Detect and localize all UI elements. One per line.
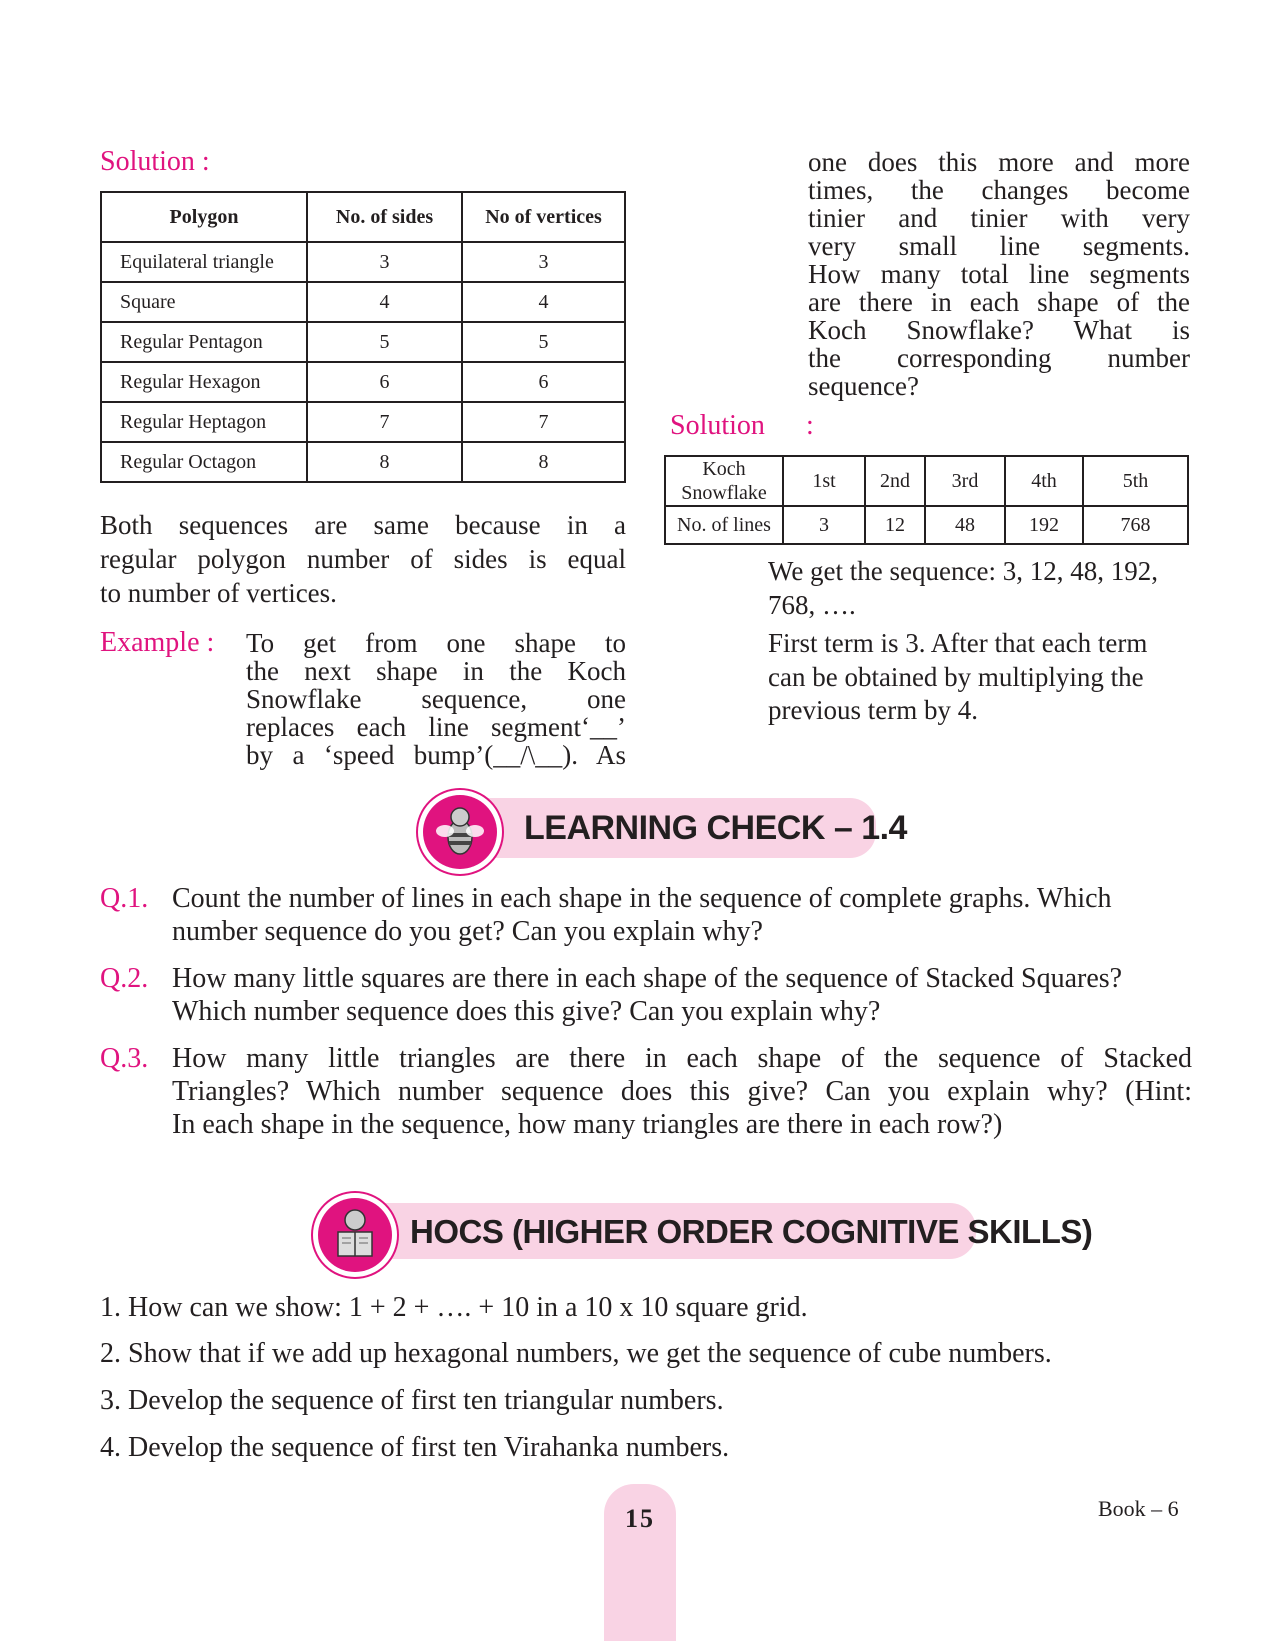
hocs-title: HOCS (HIGHER ORDER COGNITIVE SKILLS) <box>410 1213 1093 1250</box>
table-row <box>101 282 625 322</box>
vertices-value: 7 <box>462 402 625 442</box>
hocs-item: 4. Develop the sequence of first ten Virahanka numbers. <box>100 1432 730 1463</box>
continuation-line: the corresponding number <box>808 343 1190 373</box>
koch-value: 3 <box>783 506 865 544</box>
hocs-item: 3. Develop the sequence of first ten triangular numbers. <box>100 1385 724 1416</box>
sides-value: 5 <box>307 322 462 362</box>
vertices-value: 5 <box>462 322 625 362</box>
vertices-value: 3 <box>462 242 625 282</box>
vertices-value: 6 <box>462 362 625 402</box>
polygon-name: Regular Heptagon <box>101 402 307 442</box>
example-line: Snowflake sequence, one <box>246 684 626 714</box>
table-row <box>101 402 625 442</box>
header-vertices: No of vertices <box>462 192 625 242</box>
question-line: Count the number of lines in each shape in the sequence of complete graphs. Which <box>172 883 1112 914</box>
continuation-line: sequence? <box>808 371 919 401</box>
koch-header-label: Koch Snowflake <box>665 456 783 506</box>
question-line: How many little triangles are there in each shape of the sequence of Stacked <box>172 1043 1192 1074</box>
koch-header-row <box>665 456 1188 506</box>
question-line: In each shape in the sequence, how many triangles are there in each row?) <box>172 1109 1003 1140</box>
koch-question-continued <box>808 148 1190 400</box>
left-solution-label: Solution : <box>100 146 210 177</box>
question-line: number sequence do you get? Can you explain why? <box>172 916 763 947</box>
question-text <box>172 1042 1192 1141</box>
sides-value: 3 <box>307 242 462 282</box>
question-line: Triangles? Which number sequence does this give? Can you explain why? (Hint: <box>172 1076 1192 1107</box>
rule-text: First term is 3. After that each term can be obtained by multiplying the previous term by 4. <box>768 628 1148 725</box>
question-number: Q.1. <box>100 883 149 914</box>
hocs-item: 2. Show that if we add up hexagonal numbers, we get the sequence of cube numbers. <box>100 1338 1052 1369</box>
conclusion-line: Both sequences are same because in a <box>100 510 626 540</box>
koch-value: 768 <box>1083 506 1188 544</box>
learning-check-banner <box>470 798 907 858</box>
polygon-name: Regular Hexagon <box>101 362 307 402</box>
koch-table <box>664 455 1189 545</box>
continuation-line: tinier and tinier with very <box>808 203 1190 233</box>
question-number: Q.3. <box>100 1043 149 1074</box>
koch-value: 12 <box>865 506 925 544</box>
right-solution-label: Solution <box>670 410 765 441</box>
sides-value: 8 <box>307 442 462 482</box>
example-line: To get from one shape to <box>246 628 626 658</box>
hocs-banner <box>364 1203 1093 1259</box>
page-number: 15 <box>625 1504 655 1533</box>
conclusion-line: regular polygon number of sides is equal <box>100 544 626 574</box>
sides-value: 7 <box>307 402 462 442</box>
vertices-value: 4 <box>462 282 625 322</box>
conclusion-paragraph <box>100 508 626 610</box>
example-line: the next shape in the Koch <box>246 656 626 686</box>
conclusion-line: to number of vertices. <box>100 578 337 608</box>
koch-value: 192 <box>1005 506 1083 544</box>
question-number: Q.2. <box>100 963 149 994</box>
koch-column: 5th <box>1083 456 1188 506</box>
table-row <box>101 242 625 282</box>
continuation-line: very small line segments. <box>808 231 1190 261</box>
continuation-line: times, the changes become <box>808 175 1190 205</box>
bee-icon <box>418 790 502 874</box>
koch-values-row <box>665 506 1188 544</box>
continuation-line: are there in each shape of the <box>808 287 1190 317</box>
koch-column: 3rd <box>925 456 1005 506</box>
continuation-line: Koch Snowflake? What is <box>808 315 1190 345</box>
polygon-name: Regular Octagon <box>101 442 307 482</box>
continuation-line: one does this more and more <box>808 147 1190 177</box>
example-label: Example : <box>100 627 215 658</box>
koch-value: 48 <box>925 506 1005 544</box>
learning-check-title: LEARNING CHECK – 1.4 <box>524 809 907 847</box>
koch-column: 4th <box>1005 456 1083 506</box>
header-sides: No. of sides <box>307 192 462 242</box>
page-tab <box>604 1484 676 1641</box>
sides-value: 4 <box>307 282 462 322</box>
koch-column: 2nd <box>865 456 925 506</box>
polygon-name: Regular Pentagon <box>101 322 307 362</box>
table-row <box>101 442 625 482</box>
polygon-name: Equilateral triangle <box>101 242 307 282</box>
header-polygon: Polygon <box>101 192 307 242</box>
example-line: by a ‘speed bump’(__/\__). As <box>246 740 626 770</box>
sides-value: 6 <box>307 362 462 402</box>
book-label: Book – 6 <box>1098 1496 1179 1521</box>
table-row <box>101 322 625 362</box>
table-row <box>101 362 625 402</box>
polygon-name: Square <box>101 282 307 322</box>
polygon-table <box>100 191 626 483</box>
hocs-item: 1. How can we show: 1 + 2 + …. + 10 in a 10 x 10 square grid. <box>100 1292 808 1323</box>
question-text <box>172 962 1192 1028</box>
koch-row-label: No. of lines <box>665 506 783 544</box>
koch-column: 1st <box>783 456 865 506</box>
example-text <box>246 629 626 769</box>
reading-bee-icon <box>313 1193 397 1277</box>
continuation-line: How many total line segments <box>808 259 1190 289</box>
polygon-table-header <box>101 192 625 242</box>
right-solution-colon: : <box>806 410 814 441</box>
vertices-value: 8 <box>462 442 625 482</box>
question-text <box>172 882 1192 948</box>
example-line: replaces each line segment‘__’ <box>246 712 626 742</box>
question-line: Which number sequence does this give? Can you explain why? <box>172 996 881 1027</box>
question-line: How many little squares are there in each shape of the sequence of Stacked Squares? <box>172 963 1123 994</box>
sequence-text: We get the sequence: 3, 12, 48, 192, 768, …. <box>768 556 1158 620</box>
